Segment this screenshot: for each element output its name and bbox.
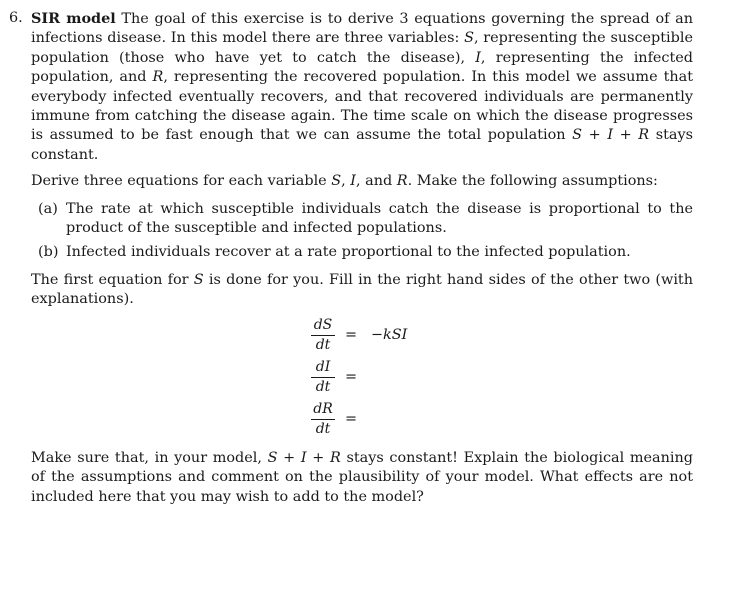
assumption-text: Infected individuals recover at a rate proportional to the infected population. [66,244,631,261]
first-eq-text: is done for you. Fill in the right hand sides of the other two (with explanations). [31,271,693,308]
fraction-numerator: dR [311,401,335,420]
derive-text: Derive three equations for each variable [31,173,332,190]
derive-paragraph [31,172,693,191]
assumption-item [31,243,693,262]
derive-text: . Make the following assumptions: [407,173,658,190]
closing-paragraph [31,449,693,507]
equals-sign: = [345,326,358,343]
first-equation-paragraph [31,271,693,310]
closing-text: stays constant! Explain the biological meaning of the assumptions and comment on the plausibility of your model. What effects are not included here that you may wish to add to the model? [31,449,693,505]
assumptions-list [31,200,693,263]
page [9,9,693,514]
equation-di [311,359,511,397]
fraction-numerator: dS [311,317,335,336]
intro-text: stays constant. [31,127,694,163]
equation-ds [311,317,511,355]
total-population-expr: S + I + R [267,449,341,466]
problem-body [31,9,693,507]
assumption-marker: (b) [38,244,59,261]
derive-text: , and [355,173,397,190]
var-i: I [475,49,481,66]
fraction-denominator: dt [315,420,331,437]
total-population-expr: S + I + R [572,127,650,144]
derivative-fraction [311,359,335,396]
var-s: S [464,30,474,47]
intro-text: , representing the recovered population. In this model we assume that everybody infected eventually recovers, and that recovered individuals are permanently immune from catching the disease again. The time scale on which the disease progresses is assumed to be fast enough that we can assume the total population [31,69,694,144]
var-r: R [396,173,408,190]
intro-text: , representing the infected population, and [31,49,693,86]
derivative-fraction [311,317,335,354]
var-s: S [331,173,342,190]
intro-text: The goal of this exercise is to derive 3 equations governing the spread of an infections disease. In this model there are three variables: [31,11,693,47]
intro-paragraph [31,9,693,165]
derive-text: , [341,173,351,190]
var-s: S [193,271,204,288]
equation-rhs: −kSI [371,326,408,343]
fraction-numerator: dI [311,359,335,378]
assumption-item [31,200,693,239]
assumption-text: The rate at which susceptible individuals catch the disease is proportional to the product of the susceptible and infected populations. [66,200,693,237]
var-r: R [152,69,164,86]
derivative-fraction [311,401,335,438]
equals-sign: = [345,410,358,427]
equals-sign: = [345,368,358,385]
problem-number: 6. [9,10,23,26]
var-i: I [350,173,356,190]
equations-block [31,317,693,439]
first-eq-text: The first equation for [31,271,194,288]
intro-text: , representing the susceptible population (those who have yet to catch the disease), [31,30,693,66]
fraction-denominator: dt [315,336,331,353]
problem-title: SIR model [31,10,116,27]
fraction-denominator: dt [315,378,331,395]
assumption-marker: (a) [38,200,58,217]
problem-6 [9,9,693,507]
equation-dr [311,401,511,439]
closing-text: Make sure that, in your model, [31,449,268,466]
